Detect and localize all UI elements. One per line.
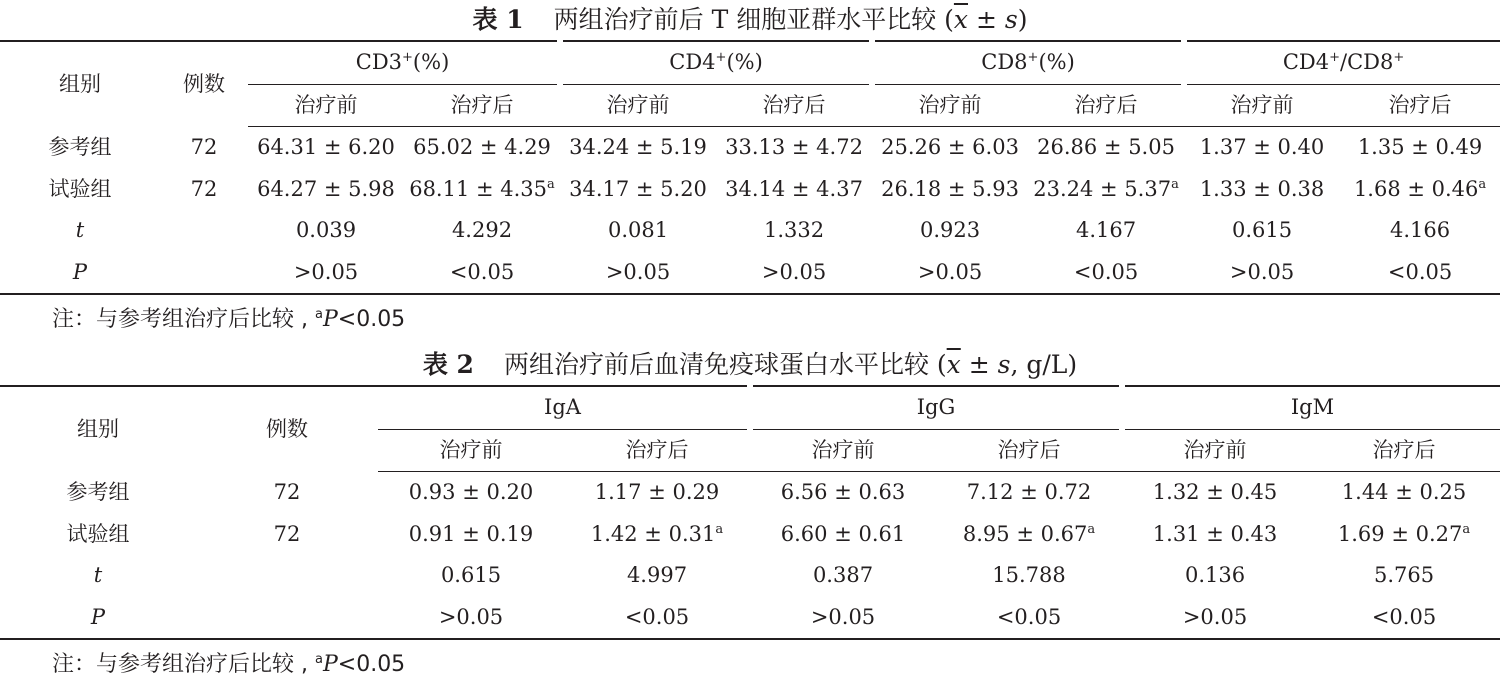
table1-after-header: 治疗后 (1028, 84, 1184, 127)
table-cell: 34.14 ± 4.37 (725, 176, 863, 201)
table2-s: s (997, 350, 1011, 379)
table1-group-header: 组别 (0, 41, 160, 127)
table-cell: 5.765 (1373, 563, 1435, 587)
table-cell: 0.615 (440, 563, 502, 587)
table-cell: <0.05 (1028, 252, 1184, 295)
table-cell: <0.05 (564, 597, 750, 640)
table2-after-header: 治疗后 (1308, 429, 1500, 472)
table-cell: <0.05 (1340, 252, 1500, 295)
row-case-count (160, 210, 248, 252)
table-cell: >0.05 (872, 252, 1028, 295)
table1-cases-header: 例数 (160, 41, 248, 127)
table-row (0, 169, 1500, 211)
table-cell: 25.26 ± 6.03 (881, 135, 1019, 159)
table-cell: 1.44 ± 0.25 (1341, 480, 1467, 504)
table-cell: 1.31 ± 0.43 (1152, 521, 1278, 546)
table-cell: 1.33 ± 0.38 (1199, 176, 1325, 201)
table-row (0, 555, 1500, 597)
table-cell: 15.788 (992, 563, 1066, 587)
table2-unit: , g/L) (1010, 350, 1078, 379)
row-group-label: 试验组 (48, 176, 112, 201)
table-cell: 65.02 ± 4.29 (413, 135, 551, 159)
table2-cases-header: 例数 (196, 386, 378, 472)
table-cell: 4.997 (626, 563, 688, 587)
table-cell: 6.56 ± 0.63 (780, 480, 906, 504)
row-case-count: 72 (190, 134, 218, 159)
table-cell: 68.11 ± 4.35$^a$ (409, 176, 555, 201)
row-case-count (160, 252, 248, 295)
row-case-count (196, 597, 378, 640)
table-cell: 34.24 ± 5.19 (569, 135, 707, 159)
table-cell: 0.081 (607, 218, 669, 242)
table-cell: 26.18 ± 5.93 (881, 176, 1019, 201)
row-case-count: 72 (273, 479, 301, 504)
table-cell: 1.332 (763, 218, 825, 242)
table1-before-header: 治疗前 (560, 84, 716, 127)
table-cell: >0.05 (560, 252, 716, 295)
table-row (0, 210, 1500, 252)
table1-col-cd8: CD8+(%) (872, 41, 1184, 84)
table1-after-header: 治疗后 (1340, 84, 1500, 127)
table-cell: <0.05 (404, 252, 560, 295)
table-cell: 8.95 ± 0.67$^a$ (962, 521, 1096, 546)
table-cell: 1.17 ± 0.29 (594, 480, 720, 504)
table2-col-igm: IgM (1122, 386, 1500, 429)
table-cell: 0.93 ± 0.20 (408, 480, 534, 504)
table2-before-header: 治疗前 (750, 429, 936, 472)
table2-before-header: 治疗前 (378, 429, 564, 472)
table-cell: >0.05 (1184, 252, 1340, 295)
table-cell: 64.31 ± 6.20 (257, 135, 395, 159)
table1-xbar: $\overline{x}$ (953, 5, 969, 34)
table-cell: 33.13 ± 4.72 (725, 135, 863, 159)
table-row (0, 252, 1500, 295)
table-cell: 6.60 ± 0.61 (780, 521, 906, 546)
table2-caption (0, 345, 1500, 385)
table2-pm: ± (960, 350, 998, 379)
table2-col-iga: IgA (378, 386, 750, 429)
table1-after-header: 治疗后 (716, 84, 872, 127)
table2-note: 注：与参考组治疗后比较 , $^a$P<0.05 (52, 652, 406, 677)
row-case-count: 72 (273, 521, 301, 546)
table-cell: 0.615 (1231, 218, 1293, 242)
row-group-label: P (0, 252, 160, 295)
table-cell: 1.32 ± 0.45 (1152, 480, 1278, 504)
row-group-label: P (0, 597, 196, 640)
table1-number: 表 1 (472, 5, 524, 34)
table1-col-cd3: CD3+(%) (248, 41, 560, 84)
row-group-label: t (75, 218, 85, 242)
table-cell: <0.05 (936, 597, 1122, 640)
table1-header-row-1 (0, 41, 1500, 84)
table1-pm: ± (968, 5, 1005, 34)
table-cell: 26.86 ± 5.05 (1037, 135, 1175, 159)
table1-close: ) (1017, 5, 1028, 34)
table-cell: 1.35 ± 0.49 (1357, 135, 1483, 159)
table2-after-header: 治疗后 (936, 429, 1122, 472)
table1-caption (0, 0, 1500, 40)
table1-col-cd4-cd8: CD4+/CD8+ (1184, 41, 1500, 84)
table-cell: 0.91 ± 0.19 (408, 521, 534, 546)
table-row (0, 597, 1500, 640)
table1-title: 两组治疗前后 T 细胞亚群水平比较 ( (553, 5, 954, 34)
row-group-label: 参考组 (48, 134, 112, 159)
table-cell: 4.167 (1075, 218, 1137, 242)
table2-header-row-1 (0, 386, 1500, 429)
table1-col-cd4: CD4+(%) (560, 41, 872, 84)
table-row (0, 472, 1500, 514)
row-case-count: 72 (190, 176, 218, 201)
table-cell: 1.37 ± 0.40 (1199, 135, 1325, 159)
table-cell: 0.039 (295, 218, 357, 242)
table-cell: 7.12 ± 0.72 (966, 480, 1092, 504)
table-cell: 4.292 (451, 218, 513, 242)
table-row (0, 127, 1500, 169)
table1-before-header: 治疗前 (1184, 84, 1340, 127)
table-row (0, 514, 1500, 556)
table-cell: >0.05 (750, 597, 936, 640)
table-cell: 64.27 ± 5.98 (257, 176, 395, 201)
table-cell: >0.05 (378, 597, 564, 640)
table2-group-header: 组别 (0, 386, 196, 472)
row-group-label: t (93, 563, 103, 587)
row-group-label: 参考组 (66, 479, 130, 504)
table-cell: 0.136 (1184, 563, 1246, 587)
table-cell: 1.68 ± 0.46$^a$ (1353, 176, 1487, 201)
table2-col-igg: IgG (750, 386, 1122, 429)
table-cell: >0.05 (248, 252, 404, 295)
table-cell: 34.17 ± 5.20 (569, 176, 707, 201)
table-cell: 4.166 (1389, 218, 1451, 242)
table1-after-header: 治疗后 (404, 84, 560, 127)
table2-xbar: $\overline{x}$ (946, 350, 961, 379)
table-cell: >0.05 (1122, 597, 1308, 640)
table2-number: 表 2 (422, 350, 474, 379)
table-cell: 0.923 (919, 218, 981, 242)
table1-s: s (1004, 5, 1018, 34)
table-cell: >0.05 (716, 252, 872, 295)
table1-note: 注：与参考组治疗后比较 , $^a$P<0.05 (52, 307, 406, 332)
table1-before-header: 治疗前 (872, 84, 1028, 127)
table1 (0, 40, 1500, 295)
table-cell: 0.387 (812, 563, 874, 587)
table2 (0, 385, 1500, 640)
table-cell: 1.42 ± 0.31$^a$ (590, 521, 724, 546)
table-cell: 23.24 ± 5.37$^a$ (1033, 176, 1179, 201)
table2-before-header: 治疗前 (1122, 429, 1308, 472)
table2-title: 两组治疗前后血清免疫球蛋白水平比较 ( (503, 350, 947, 379)
row-case-count (196, 555, 378, 597)
table-cell: <0.05 (1308, 597, 1500, 640)
table1-before-header: 治疗前 (248, 84, 404, 127)
table2-after-header: 治疗后 (564, 429, 750, 472)
row-group-label: 试验组 (66, 521, 130, 546)
table-cell: 1.69 ± 0.27$^a$ (1337, 521, 1471, 546)
